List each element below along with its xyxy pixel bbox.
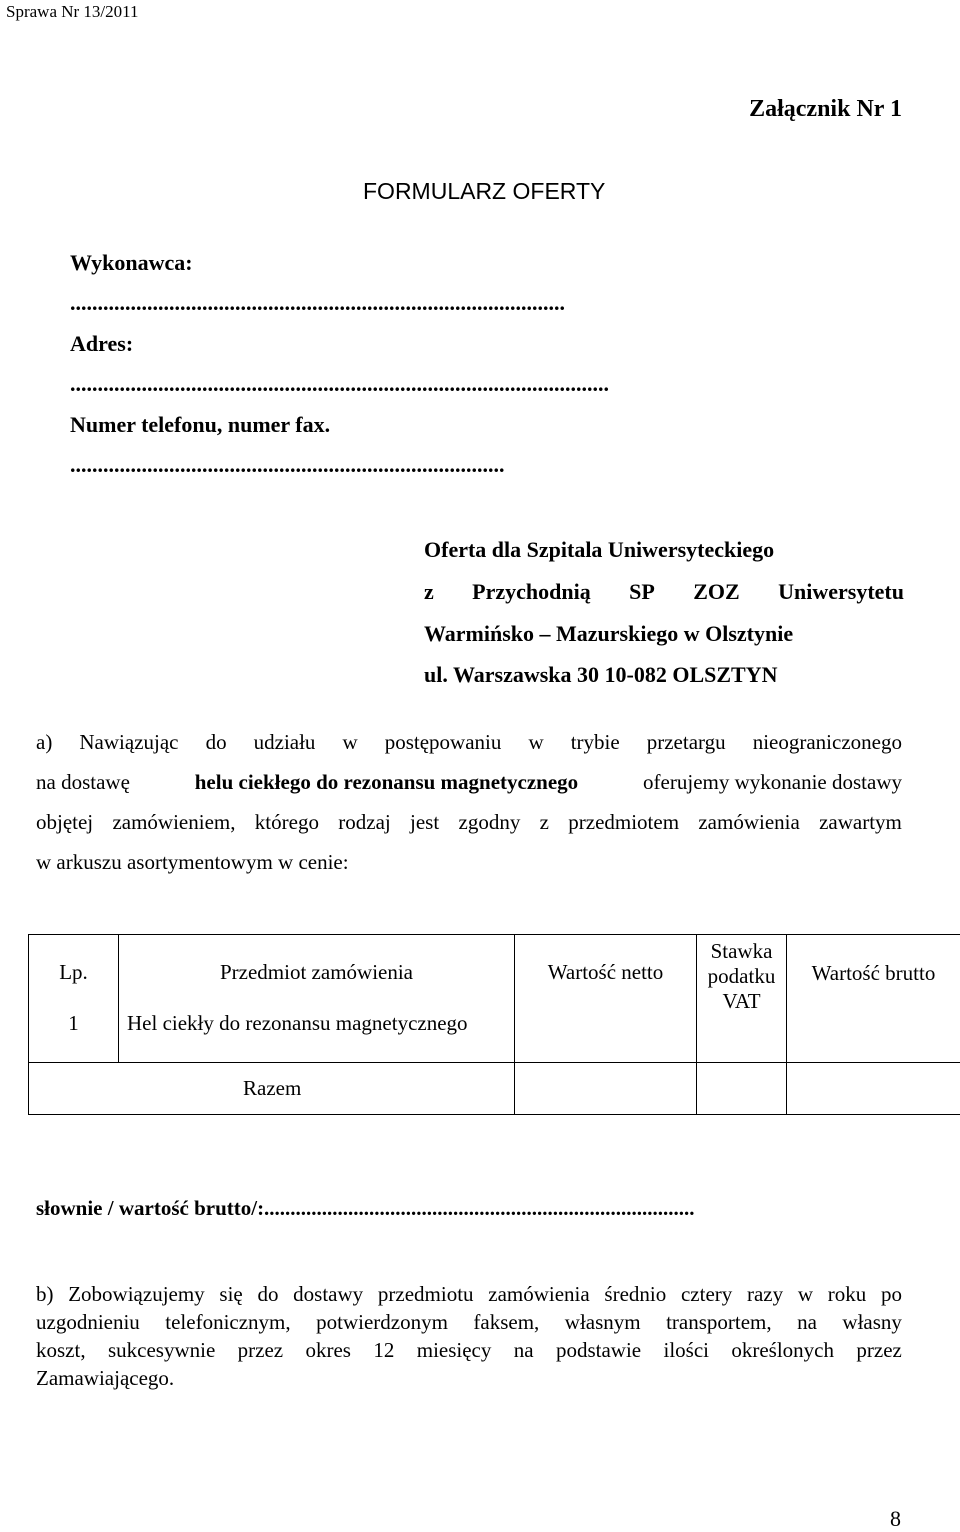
- word: udziału: [254, 722, 316, 762]
- header-vat-rate: Stawka podatku VAT: [697, 935, 787, 1063]
- attachment-label: Załącznik Nr 1: [749, 96, 902, 123]
- paragraph-a-line-3: [36, 802, 902, 842]
- word: potwierdzonym: [316, 1308, 448, 1336]
- word: w: [798, 1280, 813, 1308]
- phone-label: Numer telefonu, numer fax.: [70, 412, 330, 438]
- word: się: [219, 1280, 242, 1308]
- paragraph-b-line-1: [36, 1280, 902, 1308]
- word: uzgodnieniu: [36, 1308, 140, 1336]
- paragraph-a-line-1: [36, 722, 902, 762]
- addressee-line-3: Warmińsko – Mazurskiego w Olsztynie: [424, 621, 904, 647]
- word: Zobowiązujemy: [68, 1280, 204, 1308]
- word: przez: [238, 1336, 283, 1364]
- word: na dostawę: [36, 762, 130, 802]
- header-net-value: Wartość netto: [515, 935, 697, 1011]
- word: w: [343, 722, 358, 762]
- word: określonych: [731, 1336, 834, 1364]
- address-label: Adres:: [70, 331, 133, 357]
- word: oferujemy wykonanie dostawy: [643, 762, 902, 802]
- word: dostawy: [293, 1280, 363, 1308]
- paragraph-a-line-4: w arkuszu asortymentowym w cenie:: [36, 842, 902, 882]
- word: na: [514, 1336, 534, 1364]
- offer-table: [28, 934, 960, 1115]
- word: razy: [747, 1280, 783, 1308]
- product-name: helu ciekłego do rezonansu magnetycznego: [195, 762, 578, 802]
- word: cztery: [681, 1280, 732, 1308]
- word: zawartym: [819, 802, 902, 842]
- word: przez: [856, 1336, 901, 1364]
- addressee-word: z: [424, 579, 434, 605]
- word: jest: [410, 802, 439, 842]
- paragraph-b-line-3: [36, 1336, 902, 1364]
- total-label-cell: Razem: [29, 1063, 515, 1115]
- word: objętej: [36, 802, 93, 842]
- word: własny: [842, 1308, 902, 1336]
- word: którego: [255, 802, 319, 842]
- word: własnym: [565, 1308, 641, 1336]
- addressee-line-1: Oferta dla Szpitala Uniwersyteckiego: [424, 537, 904, 563]
- word: nieograniczonego: [753, 722, 902, 762]
- word: transportem,: [666, 1308, 772, 1336]
- word: na: [797, 1308, 817, 1336]
- word: zgodny: [459, 802, 521, 842]
- phone-fill-line: ...............................................................................: [70, 452, 505, 478]
- total-vat: [697, 1063, 787, 1115]
- gross-value-in-words: słownie / wartość brutto/:..................................................................................: [36, 1196, 695, 1221]
- row-subject: Hel ciekły do rezonansu magnetycznego: [119, 1011, 515, 1063]
- word: zamówieniem,: [112, 802, 235, 842]
- word: z: [540, 802, 549, 842]
- word: a): [36, 722, 52, 762]
- header-gross-value: Wartość brutto: [787, 935, 960, 1063]
- paragraph-a-line-2: [36, 762, 902, 802]
- word: miesięcy: [417, 1336, 492, 1364]
- word: zamówienia: [698, 802, 799, 842]
- word: Nawiązując: [79, 722, 178, 762]
- word: podstawie: [556, 1336, 641, 1364]
- addressee-word: Uniwersytetu: [778, 579, 904, 605]
- address-fill-line: ..................................................................................................: [70, 371, 609, 397]
- word: ilości: [663, 1336, 709, 1364]
- paragraph-a: [36, 722, 902, 882]
- word: roku: [828, 1280, 867, 1308]
- paragraph-b: [36, 1280, 902, 1392]
- contractor-label: Wykonawca:: [70, 250, 193, 276]
- word: trybie: [571, 722, 620, 762]
- word: b): [36, 1280, 54, 1308]
- word: po: [881, 1280, 902, 1308]
- word: zamówienia: [488, 1280, 589, 1308]
- total-net-value: [515, 1063, 697, 1115]
- word: faksem,: [473, 1308, 539, 1336]
- word: okres: [305, 1336, 351, 1364]
- word: przedmiotu: [378, 1280, 474, 1308]
- addressee-word: ZOZ: [693, 579, 739, 605]
- word: koszt,: [36, 1336, 86, 1364]
- word: przedmiotem: [568, 802, 679, 842]
- form-title: FORMULARZ OFERTY: [363, 178, 605, 205]
- word: średnio: [604, 1280, 666, 1308]
- header-lp: Lp.: [29, 935, 119, 1011]
- addressee-word: Przychodnią: [472, 579, 591, 605]
- total-gross-value: [787, 1063, 960, 1115]
- word: sukcesywnie: [108, 1336, 215, 1364]
- row-net-value: [515, 1011, 697, 1063]
- row-lp: 1: [29, 1011, 119, 1063]
- addressee-word: SP: [629, 579, 655, 605]
- page-number: 8: [890, 1506, 901, 1532]
- word: do: [206, 722, 227, 762]
- paragraph-b-line-2: [36, 1308, 902, 1336]
- word: w: [528, 722, 543, 762]
- addressee-line-4: ul. Warszawska 30 10-082 OLSZTYN: [424, 662, 904, 688]
- word: przetargu: [647, 722, 726, 762]
- contractor-fill-line: ..........................................................................................: [70, 290, 565, 316]
- word: do: [257, 1280, 278, 1308]
- word: rodzaj: [338, 802, 390, 842]
- word: telefonicznym,: [165, 1308, 290, 1336]
- word: postępowaniu: [385, 722, 502, 762]
- case-number-header: Sprawa Nr 13/2011: [6, 2, 139, 22]
- paragraph-b-line-4: Zamawiającego.: [36, 1364, 902, 1392]
- word: 12: [373, 1336, 394, 1364]
- addressee-line-2: [424, 579, 904, 605]
- header-subject: Przedmiot zamówienia: [119, 935, 515, 1011]
